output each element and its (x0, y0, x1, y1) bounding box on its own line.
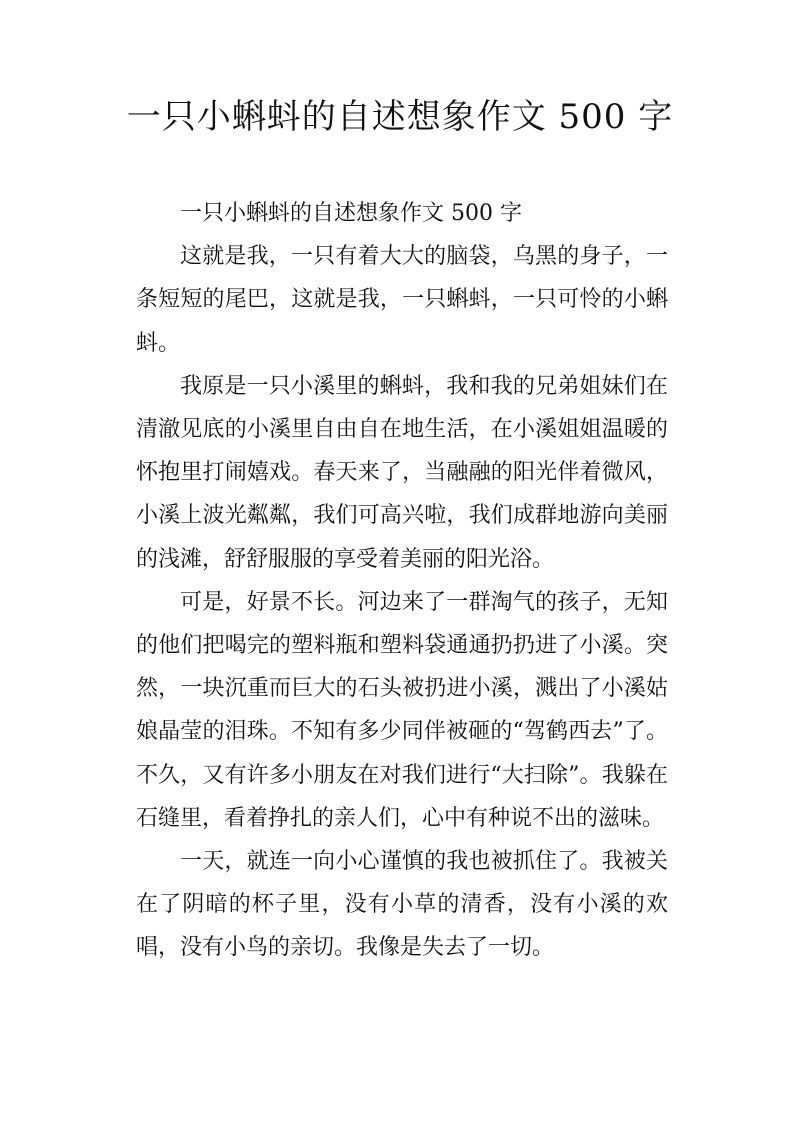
paragraph: 一天，就连一向小心谨慎的我也被抓住了。我被关在了阴暗的杯子里，没有小草的清香，没有小溪的欢唱，没有小鸟的亲切。我像是失去了一切。 (136, 849, 668, 961)
paragraph: 这就是我，一只有着大大的脑袋，乌黑的身子，一条短短的尾巴，这就是我，一只蝌蚪，一只可怜的小蝌蚪。 (136, 244, 668, 356)
paragraph-subtitle: 一只小蝌蚪的自述想象作文 500 字 (180, 201, 522, 226)
paragraph: 我原是一只小溪里的蝌蚪，我和我的兄弟姐妹们在清澈见底的小溪里自由自在地生活，在小溪姐姐温暖的怀抱里打闹嬉戏。春天来了，当融融的阳光伴着微风，小溪上波光粼粼，我们可高兴啦，我们成群地游向美丽的浅滩，舒舒服服的享受着美丽的阳光浴。 (136, 373, 668, 572)
paragraph: 可是，好景不长。河边来了一群淘气的孩子，无知的他们把喝完的塑料瓶和塑料袋通通扔扔进了小溪。突然，一块沉重而巨大的石头被扔进小溪，溅出了小溪姑娘晶莹的泪珠。不知有多少同伴被砸的“驾鹤西去”了。不久，又有许多小朋友在对我们进行“大扫除”。我躲在石缝里，看着挣扎的亲人们，心中有种说不出的滋味。 (136, 589, 668, 831)
document-body (136, 192, 668, 970)
document-title: 一只小蝌蚪的自述想象作文 500 字 (126, 97, 674, 137)
